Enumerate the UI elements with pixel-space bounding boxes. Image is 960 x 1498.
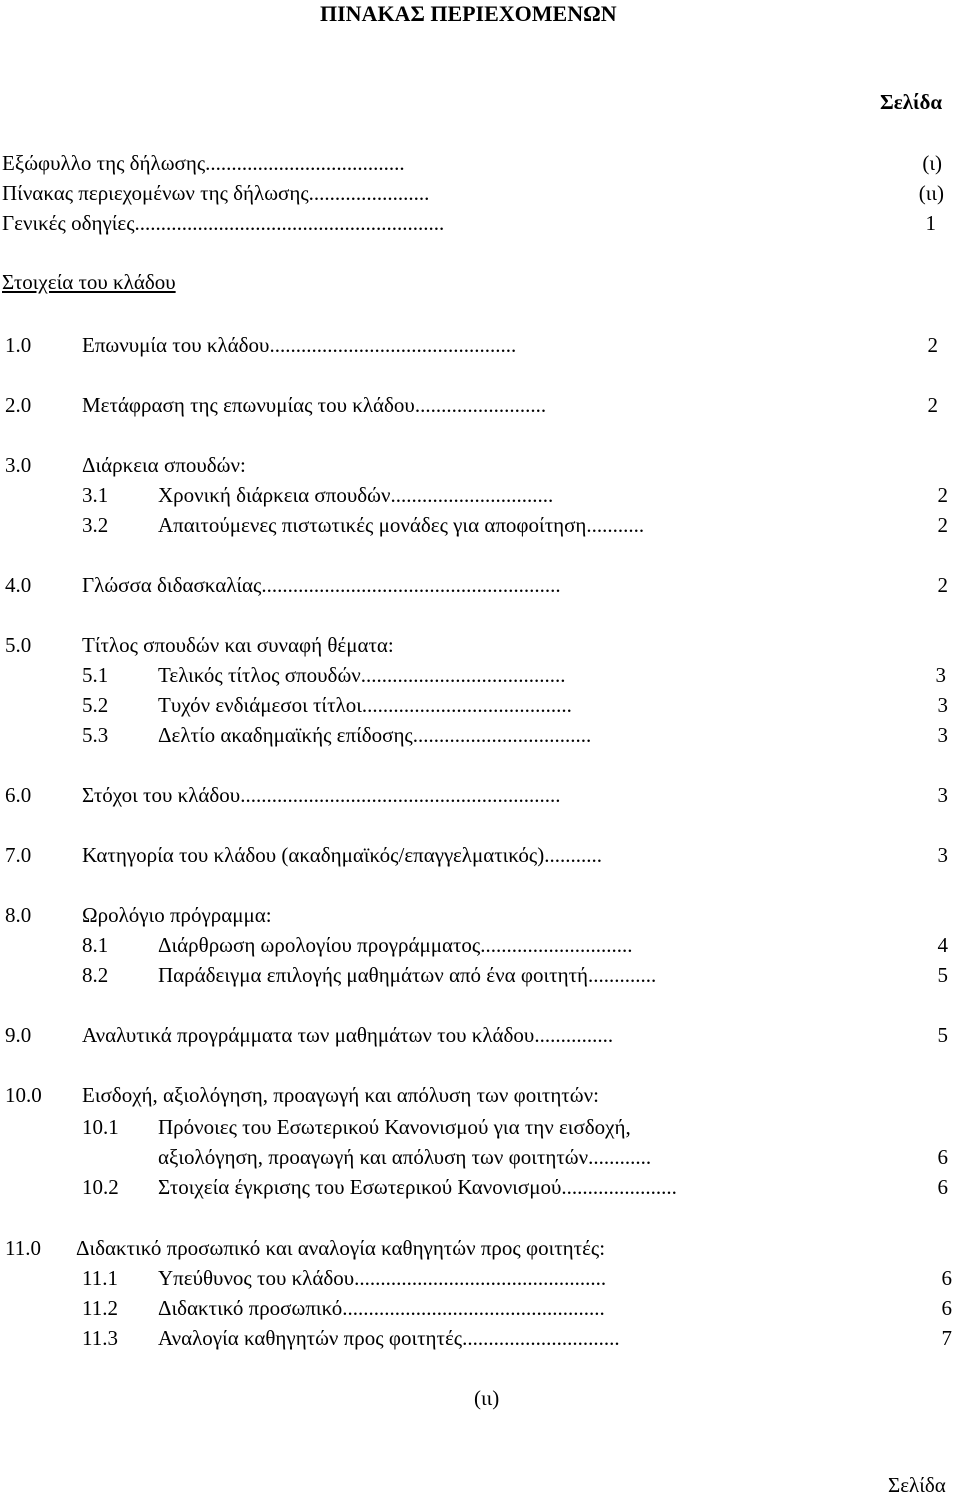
toc-label: Εισδοχή, αξιολόγηση, προαγωγή και απόλυση των φοιτητών: — [82, 1083, 599, 1107]
toc-label: Γενικές οδηγίες — [2, 211, 135, 235]
toc-number: 11.2 — [82, 1296, 118, 1320]
toc-dots: ....................... — [308, 181, 430, 205]
toc-label: αξιολόγηση, προαγωγή και απόλυση των φοιτητών. — [158, 1145, 594, 1169]
toc-dots: ......................... — [414, 393, 547, 417]
toc-page-number: 3 — [937, 693, 948, 717]
toc-number: 8.2 — [82, 963, 109, 987]
toc-dots: ........................................ — [361, 693, 572, 717]
toc-dots: ............................................... — [269, 333, 517, 357]
toc-page-number: 3 — [937, 783, 948, 807]
document-title: ΠΙΝΑΚΑΣ ΠΕΡΙΕΧΟΜΕΝΩΝ — [320, 1, 617, 26]
toc-number: 10.1 — [82, 1115, 119, 1139]
toc-page-number: 2 — [937, 573, 948, 597]
toc-front-item-2[interactable] — [2, 183, 429, 204]
toc-entry-11-1[interactable] — [158, 1268, 606, 1289]
toc-label: Δελτίο ακαδημαϊκής επίδοσης — [158, 723, 413, 747]
toc-entry-11-2[interactable] — [158, 1298, 605, 1319]
toc-front-item-1[interactable] — [2, 153, 405, 174]
toc-label: Επωνυμία του κλάδου — [82, 333, 270, 357]
toc-entry-5-0[interactable] — [82, 635, 394, 656]
toc-entry-11-3[interactable] — [158, 1328, 620, 1349]
toc-entry-5-1[interactable] — [158, 665, 566, 686]
toc-number: 3.0 — [5, 453, 32, 477]
toc-page-number: 4 — [937, 933, 948, 957]
toc-number: 11.0 — [5, 1236, 41, 1260]
toc-number: 8.1 — [82, 933, 109, 957]
section-heading: Στοιχεία του κλάδου — [2, 270, 176, 294]
toc-dots: .................................................. — [342, 1296, 605, 1320]
toc-label: Πρόνοιες του Εσωτερικού Κανονισμού για την εισδοχή, — [158, 1115, 631, 1139]
toc-dots: ........... — [586, 513, 645, 537]
toc-label: Διάρκεια σπουδών: — [82, 453, 246, 477]
toc-dots: ........................................................... — [134, 211, 445, 235]
toc-page-number: 2 — [927, 333, 938, 357]
toc-entry-8-1[interactable] — [158, 935, 632, 956]
toc-entry-10-1[interactable] — [158, 1117, 631, 1138]
toc-label: Μετάφραση της επωνυμίας του κλάδου — [82, 393, 415, 417]
toc-label: Κατηγορία του κλάδου (ακαδημαϊκός/επαγγελματικός) — [82, 843, 545, 867]
next-page-header: Σελίδα — [888, 1473, 946, 1497]
toc-number: 5.2 — [82, 693, 109, 717]
toc-page-number: 6 — [937, 1145, 948, 1169]
toc-number: 11.1 — [82, 1266, 118, 1290]
toc-label: Τίτλος σπουδών και συναφή θέματα: — [82, 633, 394, 657]
toc-dots: ............................. — [480, 933, 633, 957]
toc-label: Διδακτικό προσωπικό — [158, 1296, 343, 1320]
toc-entry-8-0[interactable] — [82, 905, 272, 926]
toc-page-number: 3 — [935, 663, 946, 687]
toc-label: Διδακτικό προσωπικό και αναλογία καθηγητών προς φοιτητές: — [76, 1236, 606, 1260]
toc-number: 9.0 — [5, 1023, 32, 1047]
toc-entry-10-1-continued[interactable] — [158, 1147, 651, 1168]
toc-dots: ............... — [534, 1023, 614, 1047]
toc-entry-10-0[interactable] — [82, 1085, 599, 1106]
toc-number: 3.2 — [82, 513, 109, 537]
toc-label: Πίνακας περιεχομένων της δήλωσης — [2, 181, 309, 205]
toc-label: Τελικός τίτλος σπουδών — [158, 663, 361, 687]
toc-label: Εξώφυλλο της δήλωσης — [2, 151, 206, 175]
toc-entry-7-0[interactable] — [82, 845, 602, 866]
toc-page-number: 2 — [937, 513, 948, 537]
toc-number: 8.0 — [5, 903, 32, 927]
toc-number: 3.1 — [82, 483, 109, 507]
toc-dots: .................................. — [412, 723, 592, 747]
toc-label: Τυχόν ενδιάμεσοι τίτλοι — [158, 693, 362, 717]
toc-number: 7.0 — [5, 843, 32, 867]
toc-page-number: 6 — [941, 1296, 952, 1320]
toc-entry-2-0[interactable] — [82, 395, 546, 416]
toc-label: Χρονική διάρκεια σπουδών — [158, 483, 391, 507]
toc-page-number: (ιι) — [918, 181, 944, 205]
toc-page-number: 3 — [937, 723, 948, 747]
toc-number: 11.3 — [82, 1326, 118, 1350]
toc-entry-6-0[interactable] — [82, 785, 560, 806]
toc-number: 4.0 — [5, 573, 32, 597]
toc-dots: ............................... — [390, 483, 554, 507]
page-column-header: Σελίδα — [880, 90, 943, 114]
toc-page-number: 2 — [927, 393, 938, 417]
toc-entry-4-0[interactable] — [82, 575, 561, 596]
toc-page-number: 2 — [937, 483, 948, 507]
toc-number: 5.0 — [5, 633, 32, 657]
toc-dots: ...................... — [561, 1175, 677, 1199]
toc-entry-3-1[interactable] — [158, 485, 553, 506]
toc-label: Στοιχεία έγκρισης του Εσωτερικού Κανονισμού — [158, 1175, 562, 1199]
toc-page-number: 3 — [937, 843, 948, 867]
toc-label: Ωρολόγιο πρόγραμμα: — [82, 903, 272, 927]
toc-entry-8-2[interactable] — [158, 965, 656, 986]
toc-label: Υπεύθυνος του κλάδου. — [158, 1266, 360, 1290]
toc-page-number: 7 — [941, 1326, 952, 1350]
toc-entry-11-0[interactable] — [76, 1238, 605, 1259]
toc-entry-3-2[interactable] — [158, 515, 644, 536]
toc-dots: ....................................... — [360, 663, 566, 687]
toc-dots: ............. — [588, 963, 657, 987]
toc-entry-9-0[interactable] — [82, 1025, 613, 1046]
toc-number: 5.3 — [82, 723, 109, 747]
toc-page-number: 6 — [937, 1175, 948, 1199]
toc-entry-1-0[interactable] — [82, 335, 516, 356]
toc-label: Αναλογία καθηγητών προς φοιτητές — [158, 1326, 463, 1350]
toc-label: Απαιτούμενες πιστωτικές μονάδες για αποφοίτηση — [158, 513, 587, 537]
toc-dots: ............................................... — [359, 1266, 607, 1290]
toc-entry-10-2[interactable] — [158, 1177, 677, 1198]
toc-dots: ...................................... — [205, 151, 405, 175]
toc-label: Αναλυτικά προγράμματα των μαθημάτων του κλάδου — [82, 1023, 535, 1047]
toc-label: Στόχοι του κλάδου — [82, 783, 241, 807]
toc-entry-5-3[interactable] — [158, 725, 591, 746]
toc-dots: ........... — [593, 1145, 652, 1169]
toc-number: 10.0 — [5, 1083, 42, 1107]
toc-entry-5-2[interactable] — [158, 695, 572, 716]
toc-dots: ......................................................... — [261, 573, 561, 597]
toc-dots: .............................. — [462, 1326, 620, 1350]
toc-dots: ........... — [544, 843, 602, 867]
toc-page-number: 5 — [937, 1023, 948, 1047]
toc-label: Γλώσσα διδασκαλίας — [82, 573, 262, 597]
toc-number: 2.0 — [5, 393, 32, 417]
toc-page-number: 5 — [937, 963, 948, 987]
toc-page-number: (ι) — [922, 151, 942, 175]
toc-number: 6.0 — [5, 783, 32, 807]
toc-number: 1.0 — [5, 333, 32, 357]
toc-page-number: 1 — [925, 211, 936, 235]
toc-number: 10.2 — [82, 1175, 119, 1199]
footer-page-number: (ιι) — [474, 1386, 500, 1410]
toc-front-item-3[interactable] — [2, 213, 444, 234]
toc-number: 5.1 — [82, 663, 109, 687]
toc-entry-3-0[interactable] — [82, 455, 246, 476]
toc-label: Παράδειγμα επιλογής μαθημάτων από ένα φοιτητή — [158, 963, 588, 987]
toc-page-number: 6 — [941, 1266, 952, 1290]
toc-dots: ............................................................. — [240, 783, 561, 807]
toc-label: Διάρθρωση ωρολογίου προγράμματος — [158, 933, 481, 957]
